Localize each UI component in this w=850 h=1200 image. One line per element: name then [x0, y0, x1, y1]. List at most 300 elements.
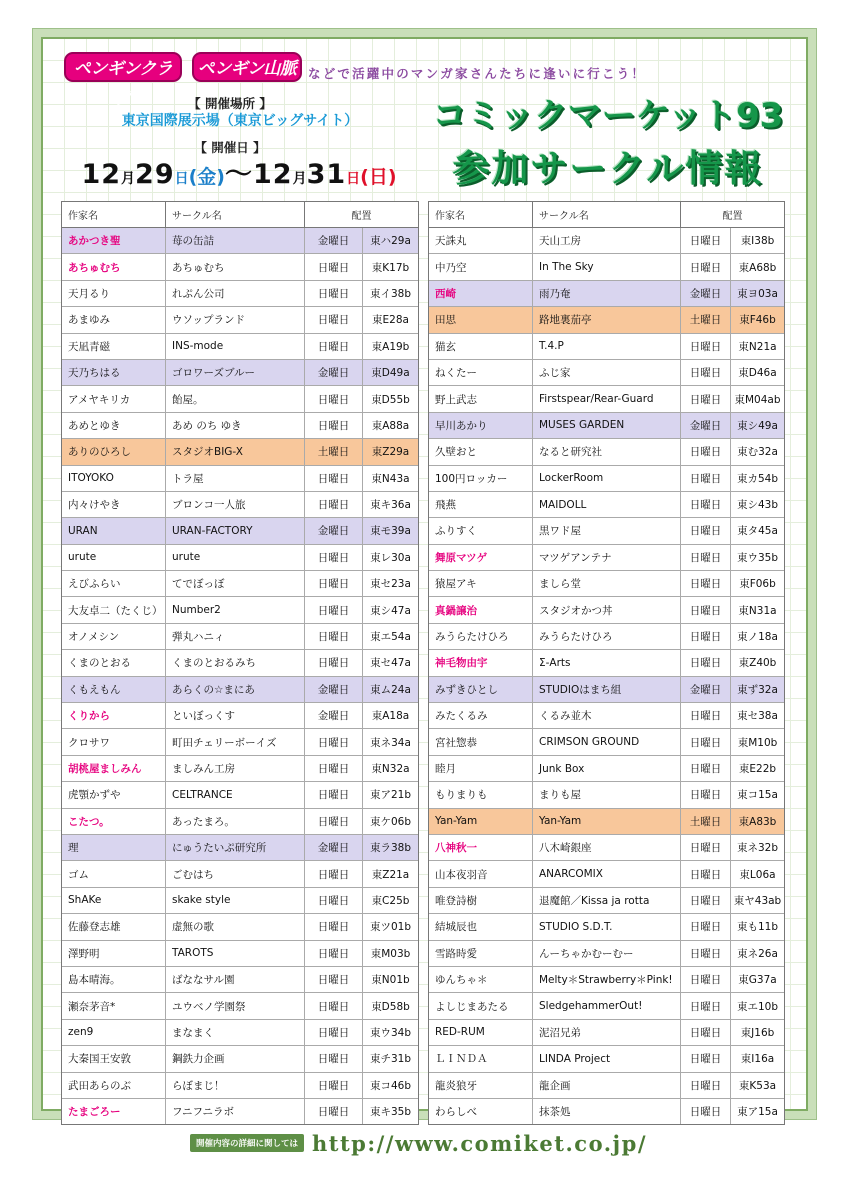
table-row — [62, 466, 418, 492]
day-cell: 日曜日 — [681, 703, 731, 728]
circle-cell: らぼまじ！ — [166, 1073, 305, 1098]
table-row — [62, 571, 418, 597]
author-cell: ＬＩＮＤＡ — [429, 1046, 533, 1071]
space-cell: 東シ49a — [737, 419, 778, 432]
table-row — [429, 941, 784, 967]
page-title: コミックマーケット93 — [432, 96, 784, 136]
day-cell: 日曜日 — [305, 650, 363, 675]
circle-cell: あめ のち ゆき — [166, 413, 305, 438]
author-cell: 佐藤登志雄 — [62, 914, 166, 939]
space-cell: 東エ10b — [736, 1000, 779, 1013]
circle-cell: トラ屋 — [166, 466, 305, 491]
space-cell: 東ネ32b — [736, 842, 779, 855]
table-row — [62, 1073, 418, 1099]
circle-cell: 鋼鉄力企画 — [166, 1046, 305, 1071]
day-cell: 日曜日 — [681, 228, 731, 253]
table-row — [429, 650, 784, 676]
footer — [190, 1127, 670, 1159]
author-cell: 久壁おと — [429, 439, 533, 464]
circle-cell: 弾丸ハニィ — [166, 624, 305, 649]
table-row — [429, 360, 784, 386]
circle-cell: MAIDOLL — [533, 492, 681, 517]
circle-cell: In The Sky — [533, 254, 681, 279]
author-cell: urute — [62, 545, 166, 570]
day-cell: 日曜日 — [681, 729, 731, 754]
author-cell: 猫玄 — [429, 334, 533, 359]
circle-cell: LockerRoom — [533, 466, 681, 491]
day-cell: 日曜日 — [681, 993, 731, 1018]
author-cell: あまゆみ — [62, 307, 166, 332]
table-row — [429, 228, 784, 254]
circle-cell: 八木崎銀座 — [533, 835, 681, 860]
space-cell: 東ネ26a — [737, 947, 778, 960]
circle-cell: ましみん工房 — [166, 756, 305, 781]
table-row — [62, 439, 418, 465]
circle-cell: 苺の缶詰 — [166, 228, 305, 253]
circle-cell: 雨乃奄 — [533, 281, 681, 306]
author-cell: 澤野明 — [62, 941, 166, 966]
author-cell: 猿屋アキ — [429, 571, 533, 596]
author-cell: みずきひとし — [429, 677, 533, 702]
space-cell: 東ラ38b — [369, 842, 412, 855]
author-cell: 田思 — [429, 307, 533, 332]
author-cell: 天誅丸 — [429, 228, 533, 253]
circle-cell: LINDA Project — [533, 1046, 681, 1071]
circle-cell: ふじ家 — [533, 360, 681, 385]
space-cell: 東G37a — [738, 974, 777, 987]
day-cell: 金曜日 — [305, 228, 363, 253]
space-cell: 東N21a — [738, 340, 777, 353]
circle-cell: TAROTS — [166, 941, 305, 966]
circle-cell: SledgehammerOut! — [533, 993, 681, 1018]
comiket-link[interactable]: http://www.comiket.co.jp/ — [312, 1130, 647, 1156]
space-cell: 東J16b — [740, 1026, 775, 1039]
circle-cell: ANARCOMIX — [533, 861, 681, 886]
end-weekday: (日) — [360, 166, 397, 188]
space-cell: 東A83b — [738, 815, 777, 828]
space-cell: 東ア21b — [369, 789, 412, 802]
author-cell: 武田あらのぶ — [62, 1073, 166, 1098]
space-cell: 東A19b — [371, 340, 410, 353]
day-cell: 日曜日 — [305, 624, 363, 649]
tagline: などで活躍中のマンガ家さんたちに逢いに行こう！ — [308, 66, 647, 81]
table-row — [429, 281, 784, 307]
author-cell: 宮社惣恭 — [429, 729, 533, 754]
circle-table-left — [61, 201, 419, 1125]
circle-table-right — [428, 201, 785, 1125]
day-cell: 金曜日 — [681, 677, 731, 702]
circle-cell: 路地裏茄亭 — [533, 307, 681, 332]
header-circle: サークル名 — [533, 202, 681, 227]
table-row — [62, 782, 418, 808]
table-row — [62, 360, 418, 386]
table-row — [429, 677, 784, 703]
header-author: 作家名 — [429, 202, 533, 227]
circle-cell: Number2 — [166, 597, 305, 622]
table-row — [62, 386, 418, 412]
circle-cell: といぼっくす — [166, 703, 305, 728]
day-cell: 日曜日 — [305, 571, 363, 596]
day-cell: 日曜日 — [681, 835, 731, 860]
day-cell: 日曜日 — [681, 1046, 731, 1071]
circle-cell: 飴屋。 — [166, 386, 305, 411]
author-cell: ShAKe — [62, 888, 166, 913]
circle-cell: あらくの☆まにあ — [166, 677, 305, 702]
space-cell: 東M03b — [370, 947, 411, 960]
author-cell: 瀬奈茅音* — [62, 993, 166, 1018]
table-row — [62, 307, 418, 333]
author-cell: もりまりも — [429, 782, 533, 807]
circle-cell: CRIMSON GROUND — [533, 729, 681, 754]
author-cell: えびふらい — [62, 571, 166, 596]
day-cell: 日曜日 — [305, 307, 363, 332]
circle-cell: URAN-FACTORY — [166, 518, 305, 543]
table-header — [62, 202, 418, 228]
space-cell: 東D55b — [371, 393, 410, 406]
table-row — [62, 967, 418, 993]
circle-cell: 虚無の歌 — [166, 914, 305, 939]
author-cell: 西崎 — [429, 281, 533, 306]
day-cell: 日曜日 — [305, 1099, 363, 1124]
author-cell: 山本夜羽音 — [429, 861, 533, 886]
day-cell: 日曜日 — [681, 439, 731, 464]
day-cell: 金曜日 — [305, 518, 363, 543]
circle-cell: 退魔館／Kissa ja rotta — [533, 888, 681, 913]
author-cell: クロサワ — [62, 729, 166, 754]
table-row — [62, 597, 418, 623]
circle-cell: STUDIOはまち組 — [533, 677, 681, 702]
day-cell: 日曜日 — [681, 1099, 731, 1124]
day-cell: 日曜日 — [681, 254, 731, 279]
space-cell: 東ア15a — [737, 1106, 778, 1119]
author-cell: 大友卓二（たくじ） — [62, 597, 166, 622]
day-cell: 金曜日 — [681, 413, 731, 438]
space-cell: 東F06b — [739, 578, 776, 591]
day-cell: 金曜日 — [305, 703, 363, 728]
circle-cell: ウソップランド — [166, 307, 305, 332]
circle-cell: ばななサル園 — [166, 967, 305, 992]
circle-cell: スタジオBIG-X — [166, 439, 305, 464]
author-cell: 100円ロッカー — [429, 466, 533, 491]
table-row — [429, 518, 784, 544]
table-row — [62, 650, 418, 676]
table-row — [62, 888, 418, 914]
author-cell: わらしべ — [429, 1099, 533, 1124]
day-cell: 土曜日 — [305, 439, 363, 464]
table-row — [429, 914, 784, 940]
date-tilde: 〜 — [225, 159, 253, 190]
day-cell: 日曜日 — [681, 782, 731, 807]
circle-cell: urute — [166, 545, 305, 570]
day-cell: 日曜日 — [305, 281, 363, 306]
day-cell: 土曜日 — [681, 809, 731, 834]
circle-cell: Yan-Yam — [533, 809, 681, 834]
day-cell: 日曜日 — [305, 993, 363, 1018]
space-cell: 東コ15a — [737, 789, 778, 802]
day-cell: 日曜日 — [305, 888, 363, 913]
space-cell: 東カ54b — [736, 472, 779, 485]
space-cell: 東チ31b — [369, 1053, 412, 1066]
day-cell: 日曜日 — [305, 597, 363, 622]
author-cell: ゴム — [62, 861, 166, 886]
space-cell: 東シ43b — [736, 499, 779, 512]
author-cell: こたつ。 — [62, 809, 166, 834]
author-cell: 真鍋譲治 — [429, 597, 533, 622]
day-cell: 日曜日 — [681, 1020, 731, 1045]
day-cell: 日曜日 — [305, 413, 363, 438]
table-row — [429, 993, 784, 1019]
table-row — [429, 492, 784, 518]
author-cell: オノメシン — [62, 624, 166, 649]
day-cell: 日曜日 — [305, 492, 363, 517]
day-cell: 日曜日 — [681, 492, 731, 517]
author-cell: ゆんちゃ＊ — [429, 967, 533, 992]
author-cell: ITOYOKO — [62, 466, 166, 491]
space-cell: 東ツ01b — [369, 921, 412, 934]
space-cell: 東キ36a — [370, 499, 411, 512]
day-cell: 日曜日 — [305, 386, 363, 411]
author-cell: たまごろー — [62, 1099, 166, 1124]
circle-cell: あちゅむち — [166, 254, 305, 279]
day-cell: 日曜日 — [305, 334, 363, 359]
space-cell: 東K17b — [371, 261, 410, 274]
author-cell: zen9 — [62, 1020, 166, 1045]
space-cell: 東ケ06b — [369, 815, 412, 828]
space-cell: 東N32a — [371, 763, 410, 775]
author-cell: 天凪青磁 — [62, 334, 166, 359]
day-cell: 日曜日 — [681, 650, 731, 675]
author-cell: 中乃空 — [429, 254, 533, 279]
day-cell: 日曜日 — [681, 1073, 731, 1098]
table-row — [62, 492, 418, 518]
day-cell: 日曜日 — [681, 466, 731, 491]
author-cell: アメヤキリカ — [62, 386, 166, 411]
day-cell: 日曜日 — [305, 545, 363, 570]
space-cell: 東I38b — [740, 235, 775, 248]
day-cell: 日曜日 — [681, 861, 731, 886]
author-cell: URAN — [62, 518, 166, 543]
author-cell: 野上武志 — [429, 386, 533, 411]
table-row — [62, 254, 418, 280]
circle-cell: Firstspear/Rear-Guard — [533, 386, 681, 411]
table-row — [429, 756, 784, 782]
day-cell: 日曜日 — [305, 254, 363, 279]
author-cell: くまのとおる — [62, 650, 166, 675]
circle-cell: STUDIO S.D.T. — [533, 914, 681, 939]
table-row — [429, 1046, 784, 1072]
author-cell: 胡桃屋ましみん — [62, 756, 166, 781]
space-cell: 東セ38a — [737, 710, 778, 723]
table-row — [429, 861, 784, 887]
author-cell: ふりすく — [429, 518, 533, 543]
space-cell: 東ず32a — [737, 683, 778, 696]
circle-cell: んーちゃかむーむー — [533, 941, 681, 966]
circle-cell: ごむはち — [166, 861, 305, 886]
circle-cell: 抹茶処 — [533, 1099, 681, 1124]
author-cell: くもえもん — [62, 677, 166, 702]
table-row — [62, 1046, 418, 1072]
page-subtitle: 参加サークル情報 — [452, 147, 764, 190]
space-cell: 東エ54a — [370, 631, 411, 644]
author-cell: 虎顎かずや — [62, 782, 166, 807]
footer-label: 開催内容の詳細に関しては — [190, 1134, 304, 1152]
space-cell: 東コ46b — [369, 1079, 412, 1092]
table-row — [429, 809, 784, 835]
author-cell: 舞原マツゲ — [429, 545, 533, 570]
author-cell: みたくるみ — [429, 703, 533, 728]
author-cell: Yan-Yam — [429, 809, 533, 834]
header-schedule: 配置 — [351, 211, 372, 222]
table-row — [429, 597, 784, 623]
space-cell: 東N31a — [738, 604, 777, 617]
table-row — [429, 835, 784, 861]
table-body — [429, 228, 784, 1124]
circle-cell: にゅうたいぷ研究所 — [166, 835, 305, 860]
day-cell: 金曜日 — [681, 281, 731, 306]
table-row — [429, 466, 784, 492]
table-row — [429, 1020, 784, 1046]
space-cell: 東レ30a — [370, 551, 411, 564]
author-cell: あめとゆき — [62, 413, 166, 438]
space-cell: 東A18a — [371, 710, 410, 723]
day-cell: 日曜日 — [305, 1046, 363, 1071]
space-cell: 東D46a — [738, 367, 777, 380]
date-label: 【 開催日 】 — [194, 140, 266, 155]
space-cell: 東Z21a — [371, 868, 410, 881]
day-cell: 金曜日 — [305, 360, 363, 385]
table-row — [62, 1099, 418, 1124]
table-row — [62, 914, 418, 940]
author-cell: みうらたけひろ — [429, 624, 533, 649]
day-cell: 日曜日 — [681, 941, 731, 966]
table-row — [62, 518, 418, 544]
table-row — [429, 571, 784, 597]
day-cell: 日曜日 — [681, 597, 731, 622]
author-cell: 内々けやき — [62, 492, 166, 517]
day-cell: 日曜日 — [305, 941, 363, 966]
space-cell: 東Z29a — [371, 446, 410, 459]
space-cell: 東ヤ43ab — [733, 894, 782, 907]
venue-name: 東京国際展示場（東京ビッグサイト） — [121, 113, 359, 129]
circle-cell: Melty＊Strawberry＊Pink! — [533, 967, 681, 992]
author-cell: 神毛物由宇 — [429, 650, 533, 675]
circle-cell: スタジオかつ丼 — [533, 597, 681, 622]
table-row — [62, 545, 418, 571]
table-row — [429, 254, 784, 280]
day-cell: 日曜日 — [681, 334, 731, 359]
table-row — [62, 677, 418, 703]
space-cell: 東ウ34b — [369, 1026, 412, 1039]
table-row — [62, 756, 418, 782]
circle-cell: INS-mode — [166, 334, 305, 359]
space-cell: 東I16a — [740, 1053, 775, 1066]
day-cell: 日曜日 — [305, 1020, 363, 1045]
space-cell: 東シ47a — [370, 604, 411, 617]
day-cell: 日曜日 — [305, 466, 363, 491]
day-cell: 日曜日 — [681, 571, 731, 596]
circle-cell: ましら堂 — [533, 571, 681, 596]
day-cell: 日曜日 — [305, 914, 363, 939]
circle-cell: くるみ並木 — [533, 703, 681, 728]
author-cell: あかつき聖 — [62, 228, 166, 253]
start-weekday: (金) — [188, 166, 225, 188]
day-cell: 土曜日 — [681, 307, 731, 332]
table-row — [62, 993, 418, 1019]
end-day: 31 — [306, 159, 347, 190]
circle-cell: 龍企画 — [533, 1073, 681, 1098]
circle-cell: MUSES GARDEN — [533, 413, 681, 438]
space-cell: 東C25b — [371, 894, 410, 907]
end-month: 12 — [253, 159, 293, 190]
event-dates — [64, 152, 414, 190]
author-cell: 飛燕 — [429, 492, 533, 517]
space-cell: 東キ35b — [369, 1106, 412, 1119]
circle-cell: ユウベノ学園祭 — [166, 993, 305, 1018]
day-cell: 日曜日 — [681, 914, 731, 939]
day-cell: 金曜日 — [305, 835, 363, 860]
table-row — [62, 703, 418, 729]
circle-cell: なると研究社 — [533, 439, 681, 464]
table-row — [62, 334, 418, 360]
end-day-unit: 日 — [346, 171, 361, 187]
table-row — [62, 729, 418, 755]
circle-cell: T.4.P — [533, 334, 681, 359]
author-cell: 龍炎狼牙 — [429, 1073, 533, 1098]
space-cell: 東A68b — [738, 261, 777, 274]
space-cell: 東セ23a — [370, 578, 411, 591]
space-cell: 東A88a — [371, 419, 410, 432]
circle-cell: マツゲアンテナ — [533, 545, 681, 570]
table-row — [62, 228, 418, 254]
venue-label: 【 開催場所 】 — [188, 96, 272, 111]
circle-cell: 天山工房 — [533, 228, 681, 253]
space-cell: 東ウ35b — [736, 551, 779, 564]
space-cell: 東イ38b — [369, 287, 412, 300]
space-cell: 東E22b — [738, 763, 777, 775]
author-cell: ねくたー — [429, 360, 533, 385]
day-cell: 日曜日 — [681, 624, 731, 649]
day-cell: 日曜日 — [681, 545, 731, 570]
circle-cell: 町田チェリーボーイズ — [166, 729, 305, 754]
table-header — [429, 202, 784, 228]
day-cell: 日曜日 — [681, 386, 731, 411]
circle-cell: 黒ワド屋 — [533, 518, 681, 543]
space-cell: 東も11b — [736, 921, 779, 934]
end-month-unit: 月 — [292, 171, 307, 187]
space-cell: 東ハ29a — [370, 235, 411, 248]
table-row — [429, 1099, 784, 1124]
table-row — [429, 545, 784, 571]
space-cell: 東ノ18a — [737, 631, 778, 644]
circle-cell: ブロンコ一人旅 — [166, 492, 305, 517]
day-cell: 日曜日 — [681, 518, 731, 543]
author-cell: RED-RUM — [429, 1020, 533, 1045]
table-row — [429, 307, 784, 333]
author-cell: 理 — [62, 835, 166, 860]
circle-cell: Junk Box — [533, 756, 681, 781]
space-cell: 東E28a — [372, 314, 409, 327]
day-cell: 日曜日 — [681, 967, 731, 992]
day-cell: 日曜日 — [305, 861, 363, 886]
space-cell: 東Z40b — [738, 657, 777, 670]
table-row — [429, 334, 784, 360]
table-row — [429, 624, 784, 650]
header-author: 作家名 — [62, 202, 166, 227]
day-cell: 日曜日 — [305, 967, 363, 992]
table-row — [62, 941, 418, 967]
circle-cell: てでぼっぼ — [166, 571, 305, 596]
day-cell: 金曜日 — [305, 677, 363, 702]
